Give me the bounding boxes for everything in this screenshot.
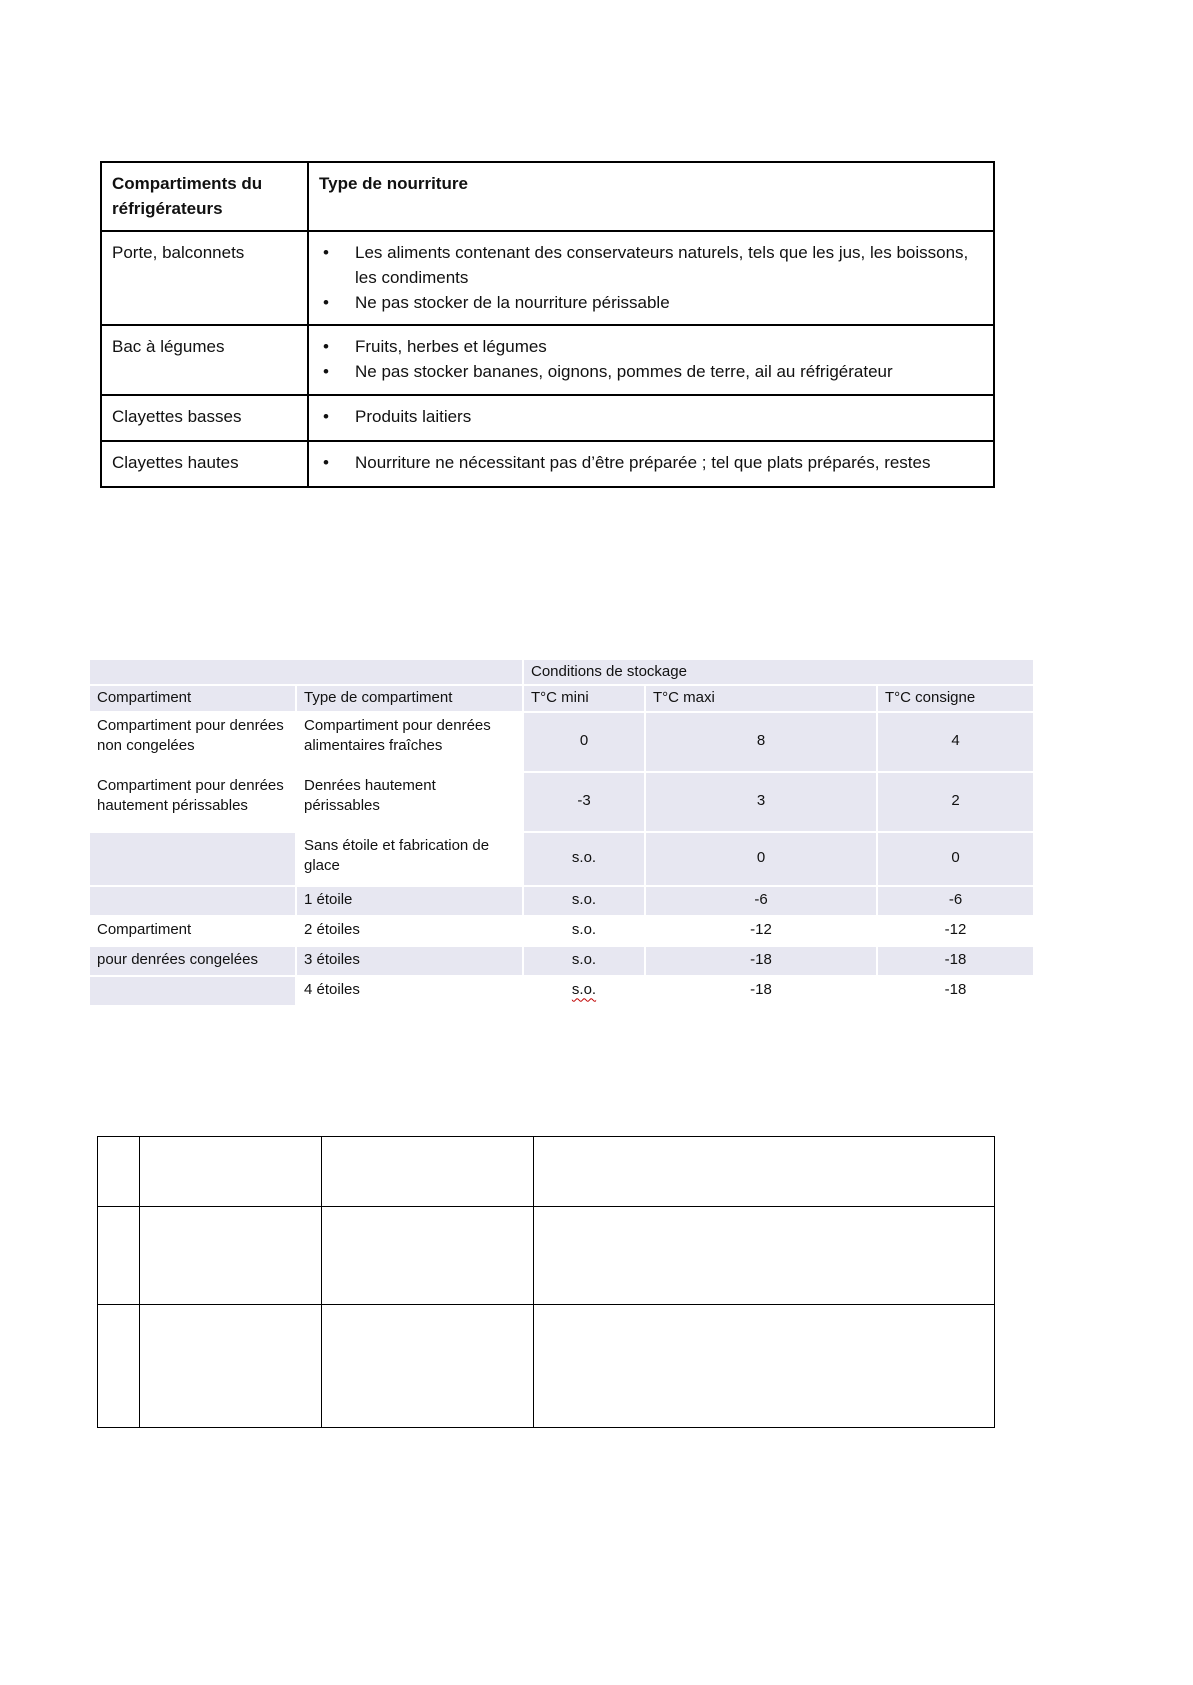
empty-cell (533, 1207, 994, 1305)
table-row (101, 231, 994, 325)
cell-tc-consigne: 2 (878, 773, 1033, 831)
cell-tc-consigne: -18 (878, 947, 1033, 975)
cell-tc-mini: s.o. (524, 947, 644, 975)
cell-compartiment: Compartiment pour denrées non congelées (90, 713, 295, 771)
cell-tc-maxi: -18 (646, 977, 876, 1005)
empty-cell (321, 1207, 533, 1305)
food-type-cell (308, 395, 994, 441)
food-type-cell (308, 441, 994, 487)
table2-header-row (90, 686, 1033, 710)
table-row (101, 325, 994, 394)
cell-compartiment (90, 887, 295, 915)
cell-type: Denrées hautement périssables (297, 773, 522, 831)
cell-tc-consigne: -6 (878, 887, 1033, 915)
cell-tc-maxi: 0 (646, 833, 876, 885)
cell-compartiment: pour denrées congelées (90, 947, 295, 975)
bullet-icon: • (323, 406, 329, 426)
cell-compartiment (90, 977, 295, 1005)
cell-type: Compartiment pour denrées alimentaires fraîches (297, 713, 522, 771)
bullet-item (319, 335, 983, 360)
cell-type: 1 étoile (297, 887, 522, 915)
empty-cell (98, 1137, 140, 1207)
cell-tc-mini: 0 (524, 713, 644, 771)
cell-tc-consigne: -18 (878, 977, 1033, 1005)
empty-cell (321, 1137, 533, 1207)
storage-conditions-table (88, 658, 1035, 1007)
bullet-item (319, 241, 983, 290)
compartment-name: Clayettes hautes (101, 441, 308, 487)
empty-cell (139, 1137, 321, 1207)
cell-compartiment: Compartiment pour denrées hautement périssables (90, 773, 295, 831)
header-text: Type de nourriture (319, 174, 468, 193)
title-spacer-cell (90, 660, 522, 684)
bullet-text: Fruits, herbes et légumes (355, 337, 547, 357)
table-row (101, 441, 994, 487)
table-row (98, 1137, 995, 1207)
empty-cell (98, 1207, 140, 1305)
empty-cell (533, 1305, 994, 1428)
cell-tc-consigne: 4 (878, 713, 1033, 771)
col-header-tc-mini: T°C mini (524, 686, 644, 710)
empty-cell (139, 1207, 321, 1305)
bullet-text: Ne pas stocker de la nourriture périssable (355, 292, 670, 312)
bullet-item (319, 360, 983, 385)
empty-cell (98, 1305, 140, 1428)
compartment-name: Clayettes basses (101, 395, 308, 441)
cell-tc-mini (524, 977, 644, 1005)
food-type-cell (308, 325, 994, 394)
empty-answer-table (97, 1136, 995, 1428)
cell-compartiment (90, 833, 295, 885)
table-row (90, 773, 1033, 831)
fridge-compartments-table (100, 161, 995, 488)
cell-tc-mini: s.o. (524, 887, 644, 915)
table-row (90, 977, 1033, 1005)
bullet-text: Les aliments contenant des conservateurs naturels, tels que les jus, les boissons, les condiments (355, 243, 969, 287)
bullet-icon: • (323, 292, 329, 312)
table-row (98, 1305, 995, 1428)
empty-cell (321, 1305, 533, 1428)
compartment-name: Porte, balconnets (101, 231, 308, 325)
col-header-compartiment: Compartiment (90, 686, 295, 710)
bullet-icon: • (323, 452, 329, 472)
table-row (90, 833, 1033, 885)
empty-cell (139, 1305, 321, 1428)
col-header-tc-consigne: T°C consigne (878, 686, 1033, 710)
cell-compartiment: Compartiment (90, 917, 295, 945)
cell-tc-maxi: -18 (646, 947, 876, 975)
bullet-text: Nourriture ne nécessitant pas d’être préparée ; tel que plats préparés, restes (355, 452, 931, 472)
cell-type: Sans étoile et fabrication de glace (297, 833, 522, 885)
cell-tc-maxi: -6 (646, 887, 876, 915)
col-header-tc-maxi: T°C maxi (646, 686, 876, 710)
bullet-text: Ne pas stocker bananes, oignons, pommes de terre, ail au réfrigérateur (355, 361, 893, 381)
food-type-cell (308, 231, 994, 325)
cell-tc-mini: s.o. (524, 833, 644, 885)
col-header-type: Type de compartiment (297, 686, 522, 710)
cell-tc-consigne: -12 (878, 917, 1033, 945)
cell-type: 4 étoiles (297, 977, 522, 1005)
bullet-text: Produits laitiers (355, 406, 472, 426)
cell-type: 2 étoiles (297, 917, 522, 945)
bullet-icon: • (323, 361, 329, 381)
table2-title: Conditions de stockage (524, 660, 1033, 684)
table1-header-type-nourriture (308, 162, 994, 231)
compartment-name: Bac à légumes (101, 325, 308, 394)
bullet-icon: • (323, 243, 329, 263)
cell-tc-maxi: 8 (646, 713, 876, 771)
bullet-item (319, 451, 983, 476)
bullet-icon: • (323, 337, 329, 357)
empty-cell (533, 1137, 994, 1207)
table2-title-row (90, 660, 1033, 684)
bullet-item (319, 291, 983, 316)
cell-type: 3 étoiles (297, 947, 522, 975)
cell-tc-maxi: -12 (646, 917, 876, 945)
header-text: Compartiments du réfrigérateurs (112, 174, 263, 218)
cell-tc-consigne: 0 (878, 833, 1033, 885)
cell-tc-maxi: 3 (646, 773, 876, 831)
table-row (98, 1207, 995, 1305)
cell-tc-mini: -3 (524, 773, 644, 831)
cell-tc-mini: s.o. (524, 917, 644, 945)
table1-header-compartiments (101, 162, 308, 231)
table-row (101, 395, 994, 441)
misspelled-text: s.o. (571, 981, 597, 999)
table1-header-row (101, 162, 994, 231)
bullet-item (319, 405, 983, 430)
table-row (90, 917, 1033, 945)
table-row (90, 947, 1033, 975)
table-row (90, 713, 1033, 771)
table-row (90, 887, 1033, 915)
